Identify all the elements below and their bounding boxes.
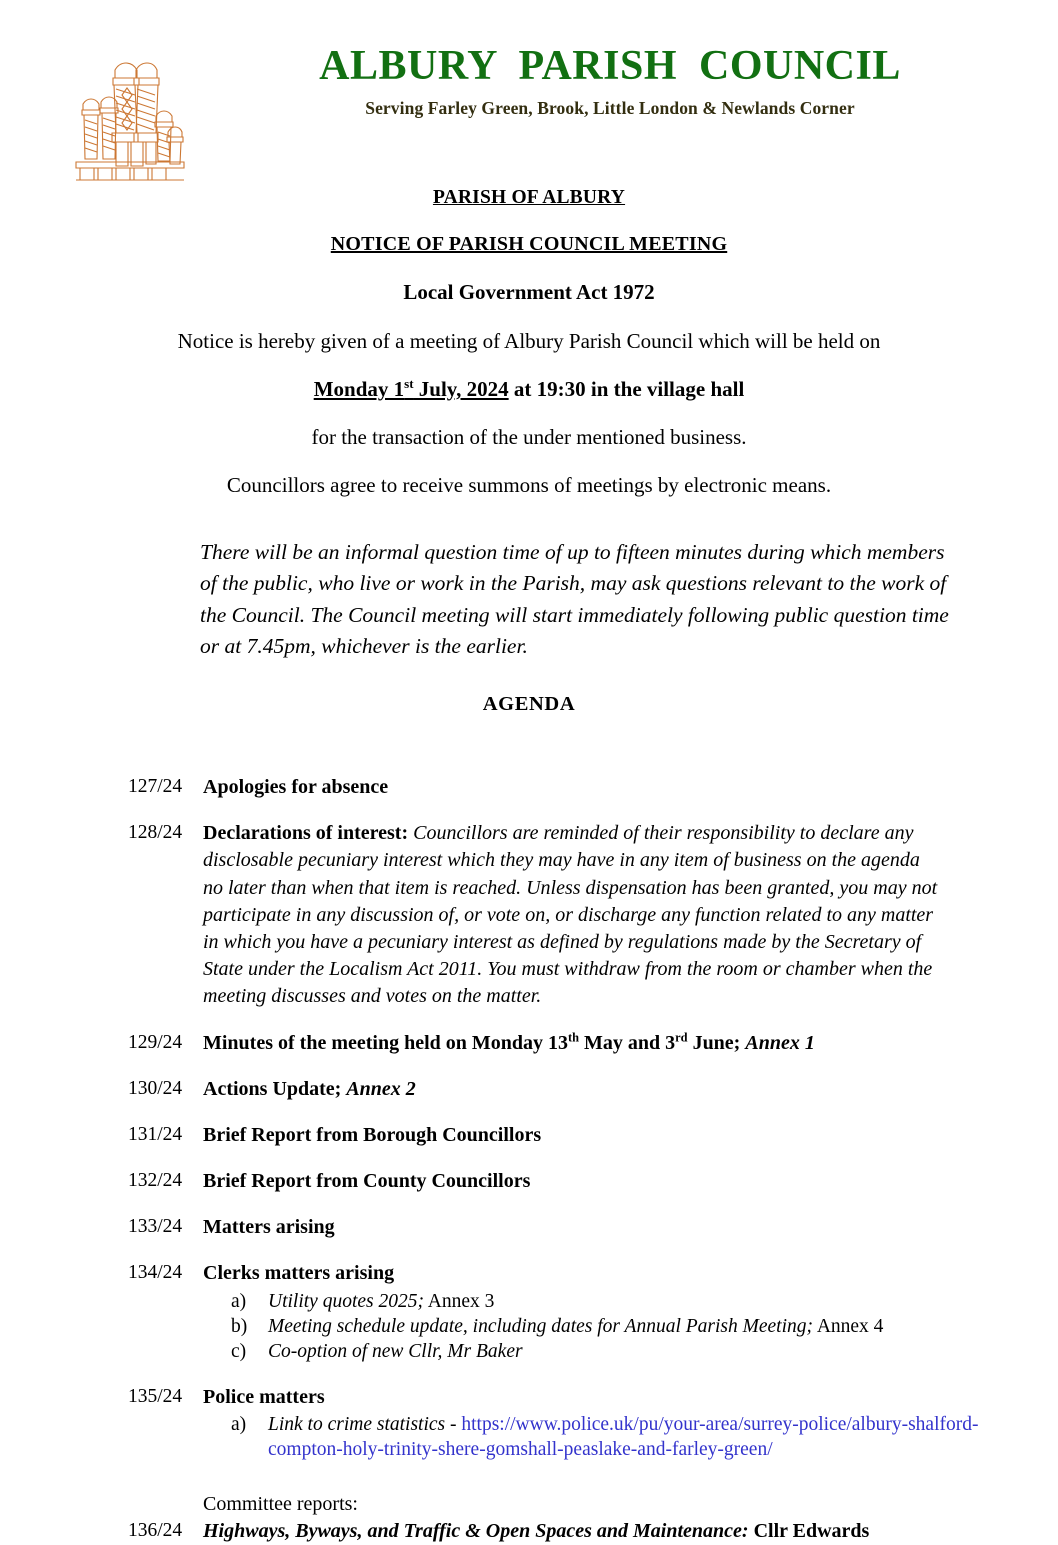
meeting-day: Monday 1 (313, 376, 405, 401)
meeting-time-venue: at 19:30 in the village hall (508, 376, 745, 401)
parish-of-heading: PARISH OF ALBURY (432, 187, 626, 208)
sub-item-annex: Annex 3 (423, 1290, 495, 1312)
notice-given-text: Notice is hereby given of a meeting of Albury Parish Council which will be held on (177, 328, 881, 353)
minutes-sup-th: th (568, 1029, 580, 1044)
agenda-item-description: Councillors are reminded of their responsibility to declare any disclosable pecuniary interest which they may have in any item of business on the agenda no later than when that item is reached. Unless dispensation has been granted, you may not participate in any discussion of, or vote on, or discharge any function related to any matter in which you have a pecuniary interest as defined by regulations made by the Secretary of State under the Localism Act 2011. You must withdraw from the room or chamber when the meeting discusses and votes on the matter. (203, 822, 938, 1008)
agenda-item-ref: 130/24 (128, 1077, 183, 1099)
agenda-item-ref: 131/24 (128, 1123, 183, 1145)
agenda-item (0, 1518, 1058, 1545)
agenda-item-ref: 129/24 (128, 1031, 183, 1053)
agenda-item-title-label: Declarations of interest: (203, 822, 409, 845)
sub-item-text: Utility quotes 2025; (268, 1290, 424, 1312)
agenda-list (0, 774, 1058, 1545)
annex-reference: Annex 1 (745, 1031, 815, 1054)
agenda-item-title (203, 820, 1058, 1010)
minutes-title-post: June; (687, 1031, 746, 1054)
agenda-item-title: Brief Report from County Councillors (203, 1170, 531, 1193)
agenda-item (0, 1168, 1058, 1195)
agenda-item (0, 1214, 1058, 1241)
agenda-item-title: Police matters (203, 1385, 325, 1408)
meeting-date: July, 2024 (413, 376, 509, 401)
agenda-item-title: Clerks matters arising (203, 1262, 395, 1285)
sub-item-text: Co-option of new Cllr, Mr Baker (268, 1341, 523, 1363)
annex-reference: Annex 2 (346, 1077, 416, 1100)
sub-item-letter: a) (231, 1290, 247, 1312)
agenda-sub-list (203, 1412, 1058, 1463)
agenda-item (0, 1260, 1058, 1364)
agenda-sub-item (203, 1339, 1058, 1364)
notice-of-meeting-heading: NOTICE OF PARISH COUNCIL MEETING (330, 233, 728, 256)
agenda-item-title (203, 1518, 1058, 1545)
minutes-sup-rd: rd (675, 1029, 688, 1044)
agenda-sub-item (203, 1412, 1058, 1463)
public-question-paragraph: There will be an informal question time of up to fifteen minutes during which members of the public, who live or work in the Parish, may ask questions relevant to the work of the Council. The Council meeting will start immediately following public question time or at 7.45pm, whichever is the earlier. (200, 539, 949, 659)
meeting-day-suffix: st (404, 375, 414, 391)
agenda-item-ref: 128/24 (128, 822, 183, 844)
agenda-item-title (203, 1030, 1058, 1057)
agenda-item-ref: 127/24 (128, 776, 183, 797)
agenda-heading: AGENDA (482, 693, 576, 715)
sub-item-letter: a) (231, 1413, 247, 1435)
meeting-datetime (0, 376, 1058, 402)
agenda-item-title: Apologies for absence (203, 776, 389, 798)
sub-item-letter: b) (231, 1315, 248, 1337)
sub-item-letter: c) (231, 1341, 247, 1363)
sub-item-text: Meeting schedule update, including dates for Annual Parish Meeting; (268, 1315, 814, 1337)
masthead-text (200, 44, 1020, 119)
agenda-item (0, 774, 1058, 801)
agenda-item-ref: 134/24 (128, 1262, 183, 1284)
org-tagline: Serving Farley Green, Brook, Little London & Newlands Corner (365, 98, 855, 119)
sub-item-text: Link to crime statistics - (268, 1413, 462, 1435)
actions-update-label: Actions Update; (203, 1077, 347, 1100)
minutes-title-mid: May and 3 (579, 1031, 676, 1054)
masthead (0, 0, 1058, 150)
agenda-sub-item (203, 1289, 1058, 1314)
crime-statistics-link[interactable]: https://www.police.uk/pu/your-area/surrey-police/albury-shalford- compton-holy-trinity-shere-gomshall-peaslake-and-farley-green/ (268, 1413, 979, 1461)
agenda-item (0, 1076, 1058, 1103)
committee-title: Highways, Byways, and Traffic & Open Spaces and Maintenance: (203, 1519, 749, 1542)
minutes-title-pre: Minutes of the meeting held on Monday 13 (203, 1031, 568, 1054)
agenda-item-ref: 132/24 (128, 1170, 183, 1192)
agenda-item-title: Matters arising (203, 1216, 335, 1239)
agenda-item-title: Brief Report from Borough Councillors (203, 1123, 542, 1146)
agenda-sub-list (203, 1289, 1058, 1365)
transaction-text: for the transaction of the under mentioned business. (311, 425, 747, 450)
agenda-item (0, 820, 1058, 1010)
notice-block (0, 186, 1058, 499)
local-government-act: Local Government Act 1972 (403, 280, 655, 305)
agenda-item (0, 1122, 1058, 1149)
electronic-summons-text: Councillors agree to receive summons of meetings by electronic means. (226, 473, 832, 498)
committee-councillor: Cllr Edwards (748, 1519, 870, 1542)
agenda-item-title (203, 1076, 1058, 1103)
agenda-item-ref: 136/24 (128, 1519, 183, 1541)
albury-chimneys-logo-icon (68, 44, 190, 184)
org-name: ALBURY PARISH COUNCIL (319, 43, 901, 89)
agenda-item (0, 1384, 1058, 1463)
agenda-sub-item (203, 1314, 1058, 1339)
agenda-item-ref: 135/24 (128, 1385, 183, 1407)
committee-reports-label: Committee reports: (203, 1492, 358, 1515)
sub-item-annex: Annex 4 (813, 1315, 884, 1337)
agenda-item-ref: 133/24 (128, 1216, 183, 1238)
agenda-item (0, 1030, 1058, 1057)
